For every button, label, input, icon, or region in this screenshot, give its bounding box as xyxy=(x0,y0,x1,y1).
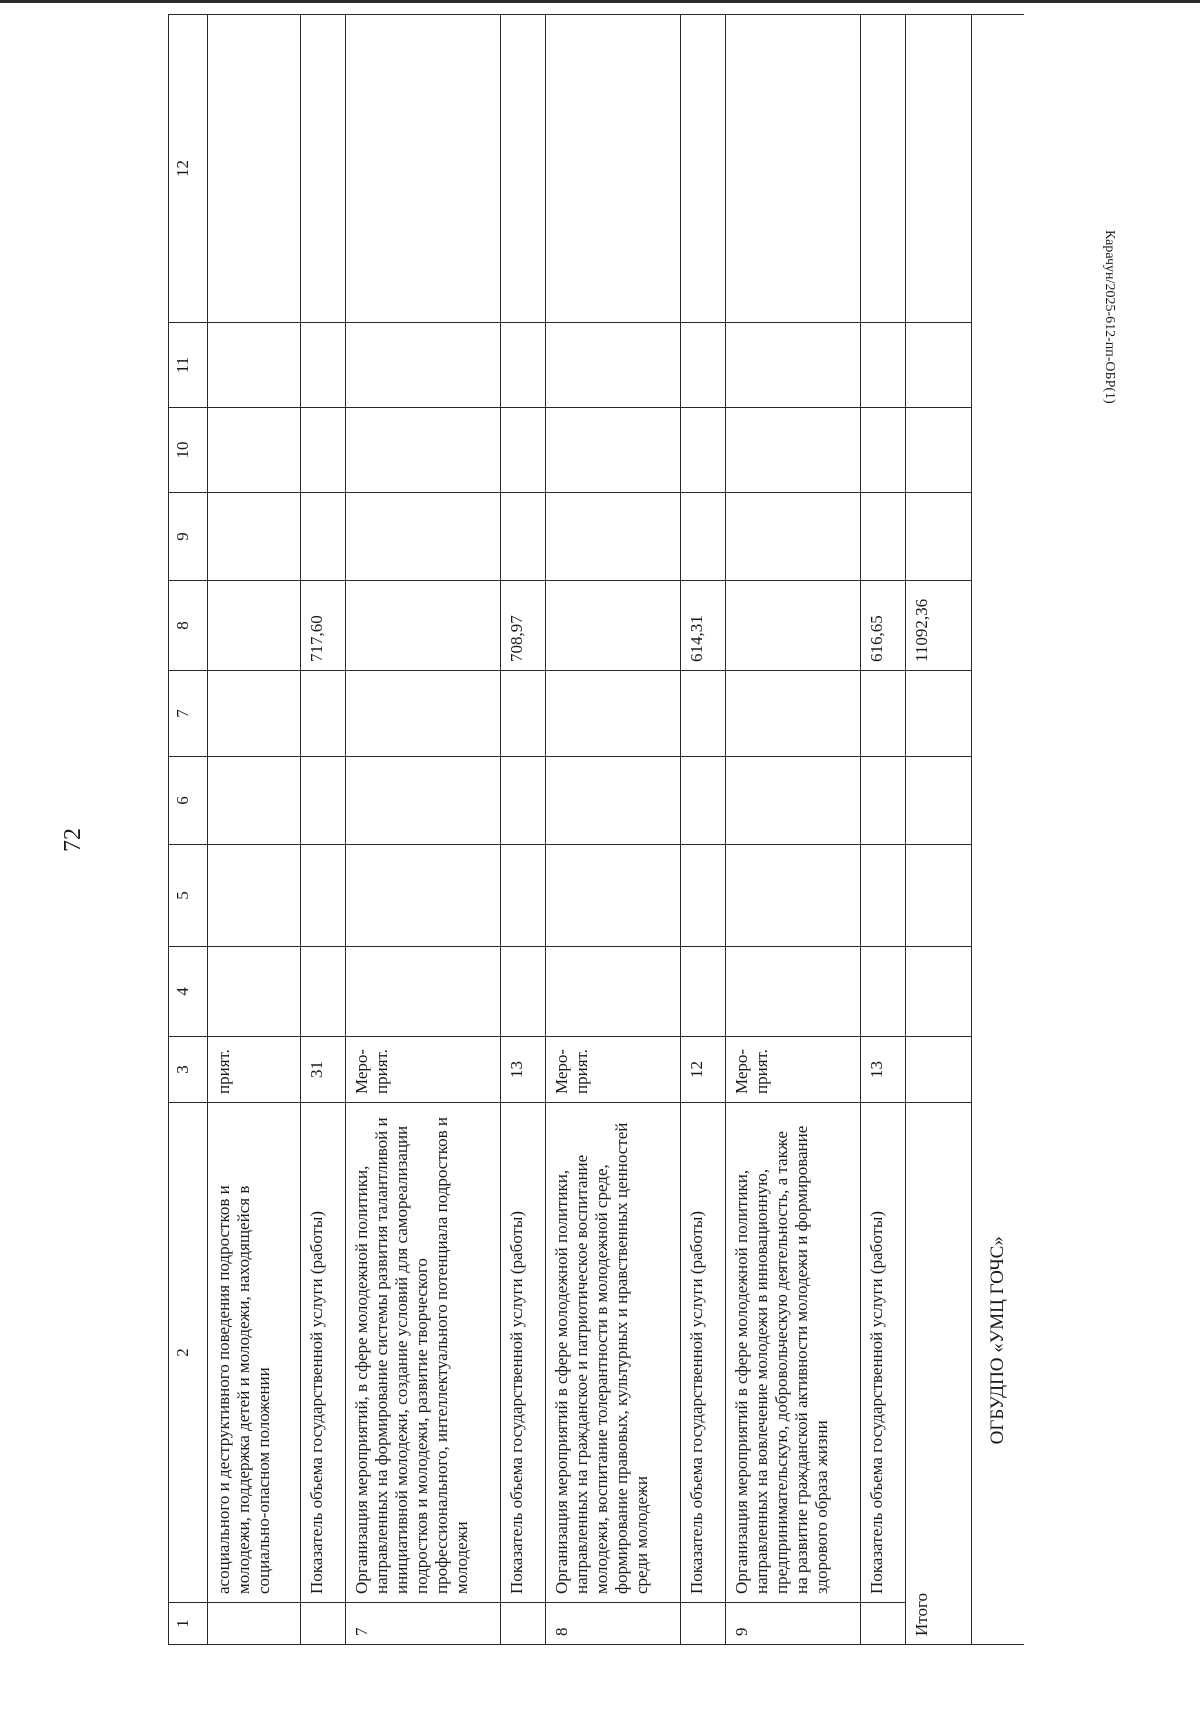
row-amount: 614,31 xyxy=(681,581,726,671)
row-number: 9 xyxy=(726,1603,861,1645)
row-unit: 13 xyxy=(861,1037,906,1103)
table-header-row xyxy=(169,15,208,1645)
row-number xyxy=(861,1603,906,1645)
row-description: Организация мероприятий, в сфере молодежной политики, направленных на формирование системы развития талантливой и инициативной молодежи, создание условий для самореализации подростков и молодежи, развитие творческого профессионального, интеллектуального потенциала подростков и молодежи xyxy=(346,1103,501,1603)
row-description: Показатель объема государственной услуги (работы) xyxy=(501,1103,546,1603)
row-description: асоциального и деструктивного поведения подростков и молодежи, поддержка детей и молодежи, находящейся в социально-опасном положении xyxy=(208,1103,301,1603)
table-row xyxy=(208,15,301,1645)
row-number: 7 xyxy=(346,1603,501,1645)
row-amount xyxy=(726,581,861,671)
row-amount xyxy=(546,581,681,671)
signature-row xyxy=(972,15,1025,1645)
header-cell: 2 xyxy=(169,1103,208,1603)
header-cell: 8 xyxy=(169,581,208,671)
row-unit: Меро-прият. xyxy=(546,1037,681,1103)
header-cell: 7 xyxy=(169,671,208,757)
row-unit: 12 xyxy=(681,1037,726,1103)
header-cell: 11 xyxy=(169,323,208,408)
table-row xyxy=(861,15,906,1645)
row-number: 8 xyxy=(546,1603,681,1645)
row-unit: прият. xyxy=(208,1037,301,1103)
row-amount xyxy=(208,581,301,671)
row-unit: 31 xyxy=(301,1037,346,1103)
header-cell: 5 xyxy=(169,845,208,947)
row-description: Показатель объема государственной услуги (работы) xyxy=(861,1103,906,1603)
header-cell: 6 xyxy=(169,757,208,845)
table-row xyxy=(726,15,861,1645)
header-cell: 4 xyxy=(169,947,208,1037)
total-row xyxy=(906,15,972,1645)
row-unit: 13 xyxy=(501,1037,546,1103)
row-amount xyxy=(346,581,501,671)
total-label: Итого xyxy=(906,1103,972,1645)
row-description: Организация мероприятий в сфере молодежной политики, направленных на гражданское и патриотическое воспитание молодежи, воспитание толерантности в молодежной среде, формирование правовых, культурных и нравственных ценностей среди молодежи xyxy=(546,1103,681,1603)
header-cell: 1 xyxy=(169,1603,208,1645)
total-value: 11092,36 xyxy=(906,581,972,671)
header-cell: 10 xyxy=(169,408,208,493)
table-row xyxy=(501,15,546,1645)
row-description: Показатель объема государственной услуги (работы) xyxy=(301,1103,346,1603)
row-number xyxy=(681,1603,726,1645)
table-row xyxy=(681,15,726,1645)
row-unit: Меро-прият. xyxy=(346,1037,501,1103)
row-number xyxy=(208,1603,301,1645)
page-number: 72 xyxy=(60,828,86,852)
row-amount: 708,97 xyxy=(501,581,546,671)
row-number xyxy=(301,1603,346,1645)
table-row xyxy=(301,15,346,1645)
header-cell: 3 xyxy=(169,1037,208,1103)
row-number xyxy=(501,1603,546,1645)
top-border-line xyxy=(0,0,1200,3)
row-description: Показатель объема государственной услуги (работы) xyxy=(681,1103,726,1603)
rotated-table-container xyxy=(168,115,1108,1645)
header-cell: 9 xyxy=(169,493,208,581)
table-row xyxy=(346,15,501,1645)
header-cell: 12 xyxy=(169,15,208,323)
organization-name: ОГБУДПО «УМЦ ГОЧС» xyxy=(972,1037,1025,1645)
table-row xyxy=(546,15,681,1645)
row-amount: 717,60 xyxy=(301,581,346,671)
row-description: Организация мероприятий в сфере молодежной политики, направленных на вовлечение молодежи в инновационную, предпринимательскую, добровольческую деятельность, а также на развитие гражданской активности молодежи и формирование здорового образа жизни xyxy=(726,1103,861,1603)
footer-reference: Карачун/2025-612-пп-ОБР(1) xyxy=(1102,230,1117,404)
budget-table xyxy=(168,14,1024,1645)
row-amount: 616,65 xyxy=(861,581,906,671)
row-unit: Меро-прият. xyxy=(726,1037,861,1103)
